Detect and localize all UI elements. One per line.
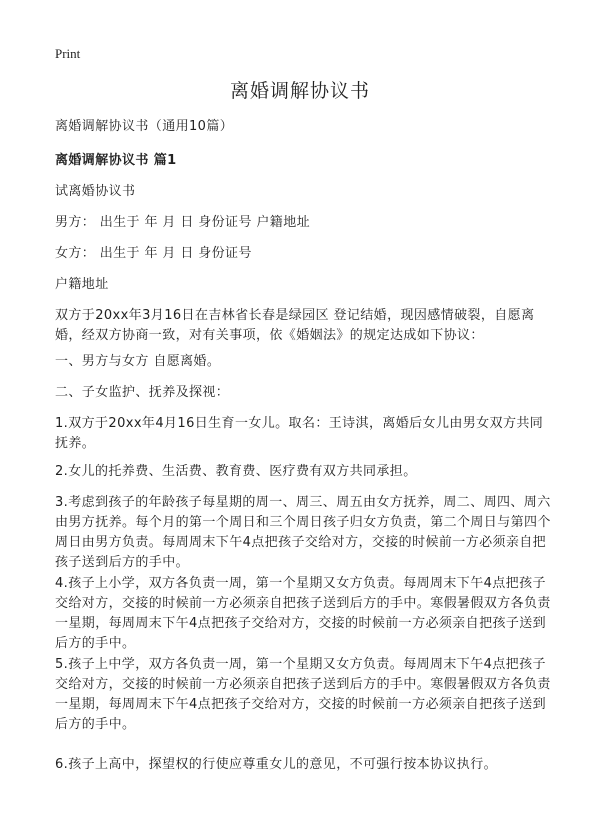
document-title: 离婚调解协议书 bbox=[229, 80, 370, 102]
print-link[interactable]: Print bbox=[55, 46, 81, 61]
paragraph: 3.考虑到孩子的年龄孩子每星期的周一、周三、周五由女方抚养，周二、周四、周六由男方抚养。每个月的第一个周日和三个周日孩子归女方负责，第二个周日与第四个周日由男方负责。每周周末下午4点把孩子交给对方，交接的时候前一方必须亲自把孩子送到后方的手中。 bbox=[55, 495, 551, 570]
paragraph: 双方于20xx年3月16日在吉林省长春是绿园区 登记结婚，现因感情破裂，自愿离婚，经双方协商一致，对有关事项，依《婚姻法》的规定达成如下协议： bbox=[55, 308, 535, 343]
paragraph: 离婚调解协议书（通用10篇） bbox=[55, 119, 234, 134]
paragraph: 户籍地址 bbox=[55, 277, 109, 292]
paragraph: 男方： 出生于 年 月 日 身份证号 户籍地址 bbox=[55, 215, 310, 230]
paragraph: 6.孩子上高中，探望权的行使应尊重女儿的意见，不可强行按本协议执行。 bbox=[55, 757, 498, 772]
paragraph: 女方： 出生于 年 月 日 身份证号 bbox=[55, 246, 252, 261]
paragraph: 离婚调解协议书 篇1 bbox=[55, 153, 177, 168]
paragraph: 4.孩子上小学，双方各负责一周，第一个星期又女方负责。每周周末下午4点把孩子交给对方，交接的时候前一方必须亲自把孩子送到后方的手中。寒假暑假双方各负责一星期，每周周末下午4点把孩子交给对方，交接的时候前一方必须亲自把孩子送到后方的手中。 bbox=[55, 576, 551, 651]
paragraph: 试离婚协议书 bbox=[55, 184, 136, 199]
paragraph: 二、子女监护、抚养及探视： bbox=[55, 385, 230, 400]
paragraph: 2.女儿的托养费、生活费、教育费、医疗费有双方共同承担。 bbox=[55, 464, 417, 479]
paragraph: 5.孩子上中学，双方各负责一周，第一个星期又女方负责。每周周末下午4点把孩子交给对方，交接的时候前一方必须亲自把孩子送到后方的手中。寒假暑假双方各负责一星期，每周周末下午4点把孩子交给对方，交接的时候前一方必须亲自把孩子送到后方的手中。 bbox=[55, 657, 551, 732]
paragraph: 一、男方与女方 自愿离婚。 bbox=[55, 354, 221, 369]
paragraph: 1.双方于20xx年4月16日生育一女儿。取名：王诗淇，离婚后女儿由男女双方共同抚养。 bbox=[55, 416, 544, 451]
